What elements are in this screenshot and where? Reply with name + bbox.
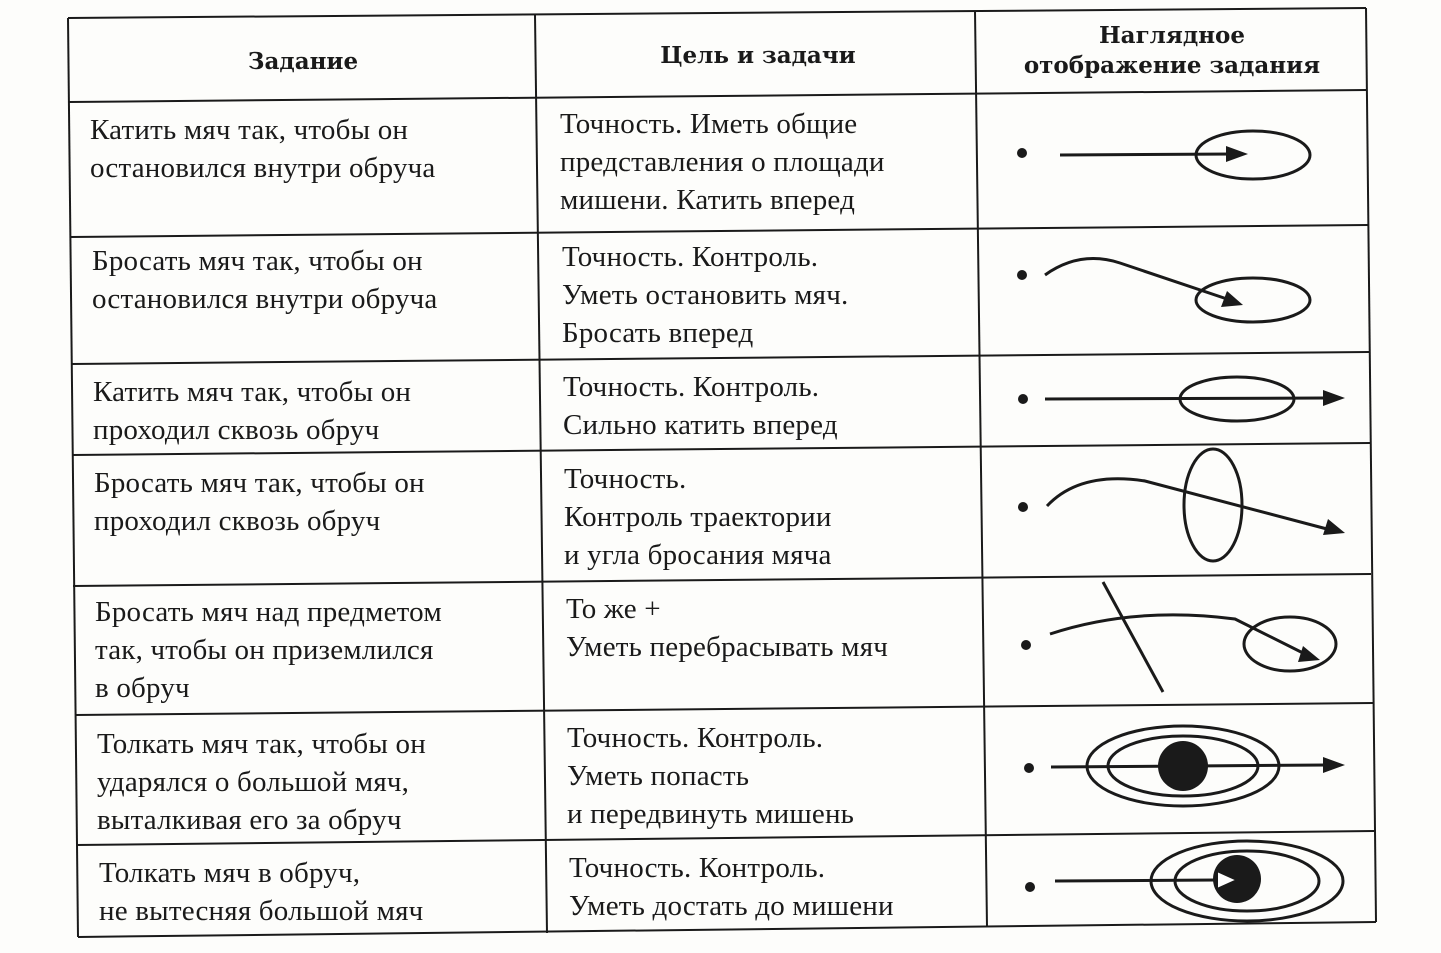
row-7-goal: Точность. Контроль. Уметь достать до мишени xyxy=(569,852,894,922)
ball-throw-over-obstacle-icon xyxy=(985,574,1365,704)
row-1-goal: Точность. Иметь общие представления о площади мишени. Катить вперед xyxy=(560,108,885,216)
ball-roll-through-hoop-icon xyxy=(985,355,1365,445)
ball-push-big-ball-out-icon xyxy=(985,704,1365,829)
row-2-task: Бросать мяч так, чтобы он остановился внутри обруча xyxy=(92,245,438,315)
header-visual xyxy=(980,16,1364,86)
header-goal xyxy=(540,24,976,88)
header-visual-label-2: отображение задания xyxy=(1023,52,1321,79)
row-4-goal: Точность. Контроль траектории и угла бросания мяча xyxy=(564,463,832,571)
ball-throw-stop-in-hoop-icon xyxy=(985,228,1365,353)
ball-push-reach-target-icon xyxy=(985,829,1370,929)
row-6-task: Толкать мяч так, чтобы он ударялся о большой мяч, выталкивая его за обруч xyxy=(97,728,426,836)
header-task xyxy=(72,28,534,96)
row-5-goal: То же + Уметь перебрасывать мяч xyxy=(566,593,889,663)
row-3-task: Катить мяч так, чтобы он проходил сквозь обруч xyxy=(93,376,412,446)
row-4-task: Бросать мяч так, чтобы он проходил сквозь обруч xyxy=(94,467,425,537)
row-2-goal: Точность. Контроль. Уметь остановить мяч. Бросать вперед xyxy=(562,241,849,349)
row-1-task: Катить мяч так, чтобы он остановился внутри обруча xyxy=(90,114,436,184)
ball-roll-stop-in-hoop-icon xyxy=(985,95,1365,225)
row-7-task: Толкать мяч в обруч, не вытесняя большой мяч xyxy=(99,857,424,927)
header-goal-label: Цель и задачи xyxy=(660,42,856,69)
header-task-label: Задание xyxy=(247,48,359,75)
row-3-goal: Точность. Контроль. Сильно катить вперед xyxy=(563,371,838,441)
row-5-task: Бросать мяч над предметом так, чтобы он приземлился в обруч xyxy=(95,596,442,704)
ball-throw-through-hoop-icon xyxy=(985,446,1365,576)
header-visual-label-1: Наглядное xyxy=(1098,22,1246,49)
row-6-goal: Точность. Контроль. Уметь попасть и передвинуть мишень xyxy=(567,722,855,830)
